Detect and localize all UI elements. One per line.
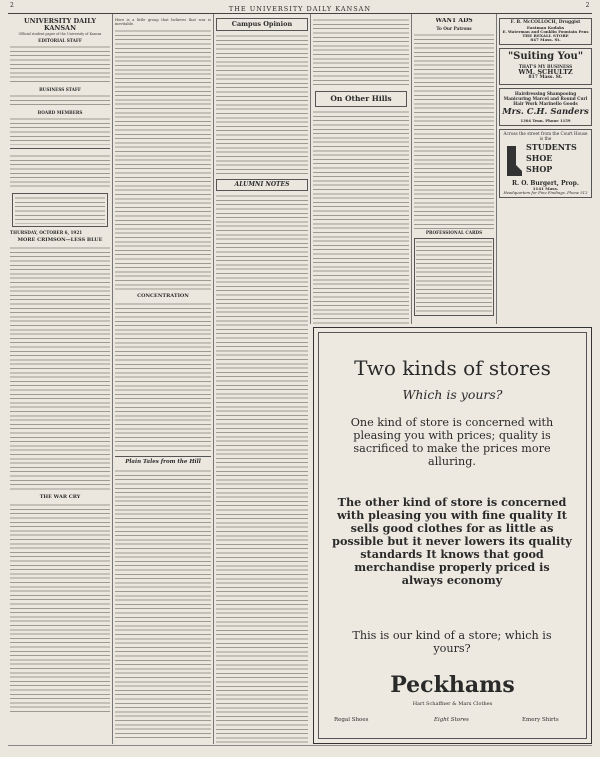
column-rule [112, 14, 113, 744]
shoe-icon [504, 143, 524, 179]
column-6 [499, 18, 592, 324]
plain-tales-body [115, 469, 211, 739]
concentration-heading: CONCENTRATION [137, 292, 189, 299]
mccolloch-line5: 847 Mass. St. [530, 36, 561, 42]
suiting-line2: THAT'S MY BUSINESS [518, 63, 573, 69]
mccolloch-line4: THE REXALL STORE [522, 32, 569, 38]
peckhams-regal: Regal Shoes [334, 717, 369, 723]
suiting-title: "Suiting You" [507, 51, 584, 63]
bottom-rule [8, 745, 592, 746]
column-rule [496, 14, 497, 324]
mccolloch-ad [499, 18, 592, 45]
peckhams-para3: This is our kind of a store; which is yours? [352, 629, 552, 655]
sanders-services: Hairdressing Shampooing Manicuring Marcel and Round Curl Hair Work Marinello Goods [503, 90, 588, 107]
peckhams-emery: Emery Shirts [522, 717, 559, 723]
want-ads-body [414, 33, 494, 229]
campus-opinion-heading: Campus Opinion [231, 20, 293, 28]
editorial-staff-heading: EDITORIAL STAFF [38, 37, 82, 43]
paper-name: UNIVERSITY DAILY KANSAN [23, 18, 97, 32]
editorial-continued [115, 29, 211, 291]
board-heading: BOARD MEMBERS [37, 109, 83, 115]
column-4 [313, 18, 409, 324]
column-rule [310, 14, 311, 324]
professional-cards-heading: PROFESSIONAL CARDS [425, 230, 483, 236]
sanders-ad [499, 88, 592, 127]
alumni-notes-body [216, 194, 308, 744]
peckhams-para1: One kind of store is concerned with pleasing you with prices; quality is sacrificed to make the prices more alluring. [350, 416, 554, 468]
editorial-heading: MORE CRIMSON—LESS BLUE [17, 236, 103, 243]
peckhams-question: Which is yours? [402, 387, 503, 402]
peckhams-eight: Eight Stores [434, 717, 469, 723]
other-hills-heading: On Other Hills [330, 94, 392, 103]
schultz-ad [499, 48, 592, 84]
date-line: THURSDAY, OCTOBER 6, 1921 [10, 229, 83, 235]
masthead-notice [10, 154, 110, 190]
peckhams-store-name: Peckhams [390, 672, 515, 698]
mccolloch-line2: Eastman Kodaks [526, 24, 565, 30]
suiting-line3: WM. SCHULTZ [518, 68, 573, 77]
campus-opinion-box [216, 18, 308, 31]
campus-opinion-body [216, 34, 308, 176]
peckhams-headline: Two kinds of stores [354, 356, 551, 380]
other-hills-body [313, 110, 409, 324]
folio-left: 2 [10, 2, 15, 9]
students-shoe-shop-ad [499, 129, 592, 198]
war-cry-body [10, 503, 110, 713]
mccolloch-name: F. B. McCOLLOCH, Druggist [510, 20, 581, 25]
burgert-tagline: Headquarters for Fine Findings. Phone 512 [503, 190, 588, 196]
students-shop-line2: SHOE [526, 152, 553, 163]
burgert-address: 1141 Mass. [532, 186, 559, 192]
col4-top-body [313, 18, 409, 88]
mccolloch-line3: E. Waterman and Conklin Fountain Pens [502, 28, 589, 34]
editorial-body [10, 246, 110, 492]
suiting-line4: 817 Mass. St. [528, 74, 563, 80]
plain-tales-heading: Plain Tales from the Hill [125, 458, 201, 465]
students-across: Across the street from the Court House is the [503, 131, 588, 141]
want-ads-heading: WANT ADS [435, 18, 473, 24]
column-rule [213, 14, 214, 744]
staff-list [10, 45, 110, 85]
column-rule [411, 14, 412, 324]
masthead-title: THE UNIVERSITY DAILY KANSAN [228, 5, 372, 13]
business-staff-heading: BUSINESS STAFF [39, 86, 81, 92]
folio-right: 2 [585, 2, 590, 9]
peckhams-ad [313, 327, 592, 744]
notice-box [12, 193, 108, 227]
students-shop-line3: SHOP [526, 163, 553, 174]
alumni-notes-heading: ALUMNI NOTES [234, 180, 290, 188]
paper-subtitle: Official student paper of the University of Kansas [18, 31, 102, 36]
professional-cards-box [414, 238, 494, 316]
war-cry-heading: THE WAR CRY [39, 494, 81, 501]
students-shop-line1: STUDENTS [526, 141, 577, 152]
other-hills-box [315, 91, 407, 107]
column-5 [414, 18, 494, 324]
top-rule [8, 13, 592, 14]
column-2 [115, 18, 211, 744]
board-list [10, 117, 110, 145]
sanders-name: Mrs. C.H. Sanders [502, 107, 589, 118]
burgert-name: R. O. Burgert, Prop. [512, 179, 579, 187]
peckhams-brand-line: Hart Schaffner & Marx Clothes [412, 701, 493, 707]
alumni-notes-box [216, 179, 308, 191]
peckhams-para2: The other kind of store is concerned with pleasing you with fine quality It sells good clothes for as little as possible but it never lowers its quality standards It knows that good merchandise properly priced is always economy [332, 495, 572, 587]
business-list [10, 94, 110, 108]
intro-lead: Here is a little group that believes that war is inevitable. [115, 18, 211, 27]
concentration-body [115, 302, 211, 454]
sanders-address: 1304 Tenn. Phone 1159 [520, 118, 571, 124]
column-1 [10, 18, 110, 744]
want-ads-sub: To Our Patrons [436, 26, 472, 32]
column-3 [216, 18, 308, 744]
